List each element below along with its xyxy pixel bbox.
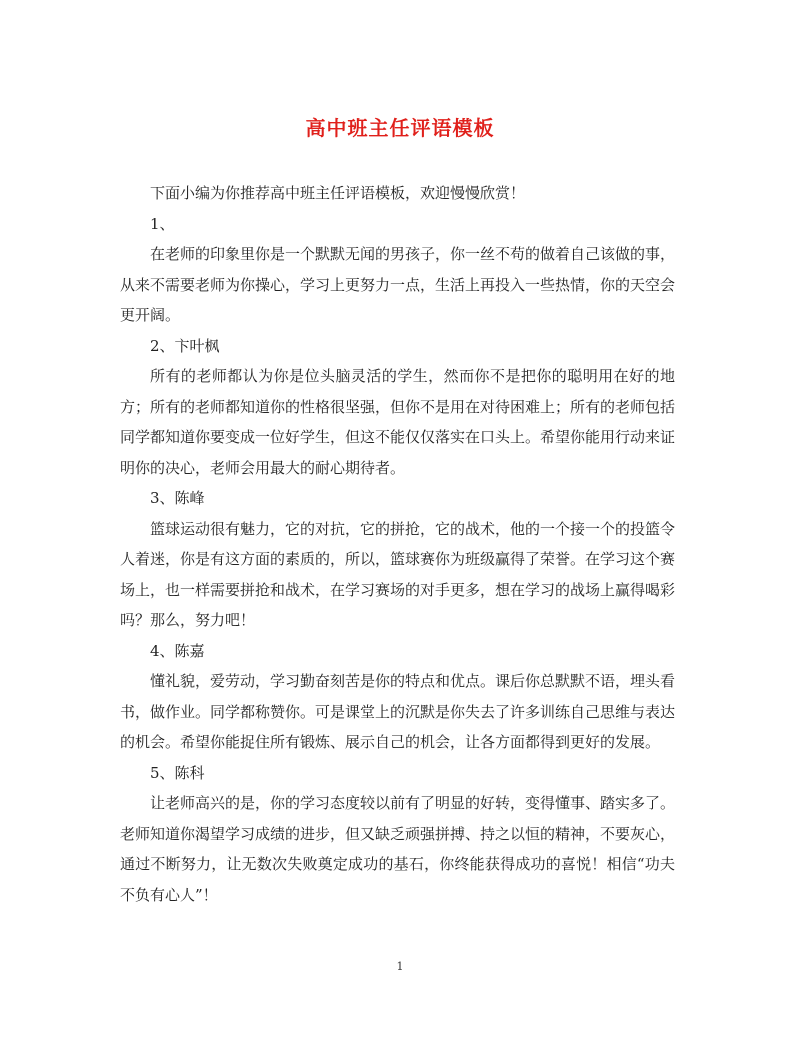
entry-heading-1: 1、 [150,214,175,233]
entry-heading-5: 5、陈科 [150,763,205,782]
entry-comment-5: 让老师高兴的是，你的学习态度较以前有了明显的好转，变得懂事、踏实多了。老师知道你渴望学习成绩的进步，但又缺乏顽强拼搏、持之以恒的精神，不要灰心，通过不断努力，让无数次失败奠定成功的基石，你终能获得成功的喜悦！相信“功夫不负有心人”！ [120,794,676,904]
document-body [120,178,675,910]
entry-heading-2: 2、卞叶枫 [150,336,220,355]
document-title: 高中班主任评语模板 [305,116,495,140]
entry-heading-4: 4、陈嘉 [150,641,205,660]
entry-comment-1: 在老师的印象里你是一个默默无闻的男孩子，你一丝不苟的做着自己该做的事，从来不需要老师为你操心，学习上更努力一点，生活上再投入一些热情，你的天空会更开阔。 [120,245,676,324]
entry-comment-2: 所有的老师都认为你是位头脑灵活的学生，然而你不是把你的聪明用在好的地方；所有的老师都知道你的性格很坚强，但你不是用在对待困难上；所有的老师包括同学都知道你要变成一位好学生，但这不能仅仅落实在口头上。希望你能用行动来证明你的决心，老师会用最大的耐心期待者。 [120,367,676,477]
page-number: 1 [396,960,404,973]
intro-paragraph: 下面小编为你推荐高中班主任评语模板，欢迎慢慢欣赏！ [150,184,526,202]
entry-comment-4: 懂礼貌，爱劳动，学习勤奋刻苦是你的特点和优点。课后你总默默不语，埋头看书，做作业。同学都称赞你。可是课堂上的沉默是你失去了许多训练自己思维与表达的机会。希望你能捉住所有锻炼、展示自己的机会，让各方面都得到更好的发展。 [120,672,676,751]
entry-heading-3: 3、陈峰 [150,489,205,507]
entry-comment-3: 篮球运动很有魅力，它的对抗，它的拼抢，它的战术，他的一个接一个的投篮令人着迷，你是有这方面的素质的，所以，篮球赛你为班级赢得了荣誉。在学习这个赛场上，也一样需要拼抢和战术，在学习赛场的对手更多，想在学习的战场上赢得喝彩吗？那么，努力吧！ [120,519,676,629]
